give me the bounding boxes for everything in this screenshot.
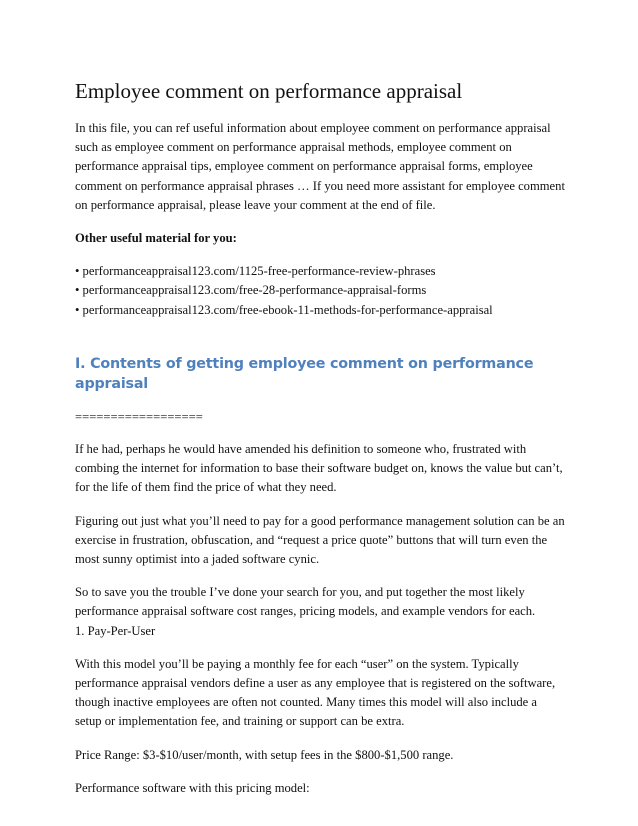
body-paragraph: Figuring out just what you’ll need to pay for a good performance management solution can be an exercise in frustration, obfuscation, and “request a price quote” buttons that will turn even the most sunny optimist into a jaded software cynic.: [75, 513, 565, 567]
price-range: Price Range: $3-$10/user/month, with setup fees in the $800-$1,500 range.: [75, 747, 454, 762]
list-item-pay-per-user: 1. Pay-Per-User: [75, 623, 156, 638]
pay-per-user-paragraph: With this model you’ll be paying a monthly fee for each “user” on the system. Typically performance appraisal vendors define a user as any employee that is registered on the software, though inactive employees are often not counted. Many times this model will also include a setup or implementation fee, and training or support can be extra.: [75, 656, 556, 729]
intro-paragraph: In this file, you can ref useful information about employee comment on performance appraisal such as employee comment on performance appraisal methods, employee comment on performance appraisal tips, employee comment on performance appraisal forms, employee comment on performance appraisal phrases … If you need more assistant for employee comment on performance appraisal, please leave your comment at the end of file.: [75, 121, 565, 212]
document-body: [75, 78, 565, 812]
link-performance-appraisal-forms[interactable]: • performanceappraisal123.com/free-28-performance-appraisal-forms: [75, 283, 427, 298]
link-performance-review-phrases[interactable]: • performanceappraisal123.com/1125-free-performance-review-phrases: [75, 264, 436, 279]
body-paragraph: So to save you the trouble I’ve done your search for you, and put together the most likely performance appraisal software cost ranges, pricing models, and example vendors for each.: [75, 585, 536, 619]
separator-line: ==================: [75, 409, 203, 424]
section-heading: I. Contents of getting employee comment on performance appraisal: [75, 355, 534, 392]
body-paragraph: If he had, perhaps he would have amended his definition to someone who, frustrated with combing the internet for information to base their software budget on, knows the value but can’t, for the life of them find the price of what they need.: [75, 442, 563, 495]
software-with-model: Performance software with this pricing model:: [75, 780, 310, 795]
other-material-label: Other useful material for you:: [75, 231, 237, 246]
useful-links-list: [75, 262, 565, 320]
document-title: Employee comment on performance appraisal: [75, 79, 463, 103]
link-ebook-methods[interactable]: • performanceappraisal123.com/free-ebook-11-methods-for-performance-appraisal: [75, 302, 493, 317]
